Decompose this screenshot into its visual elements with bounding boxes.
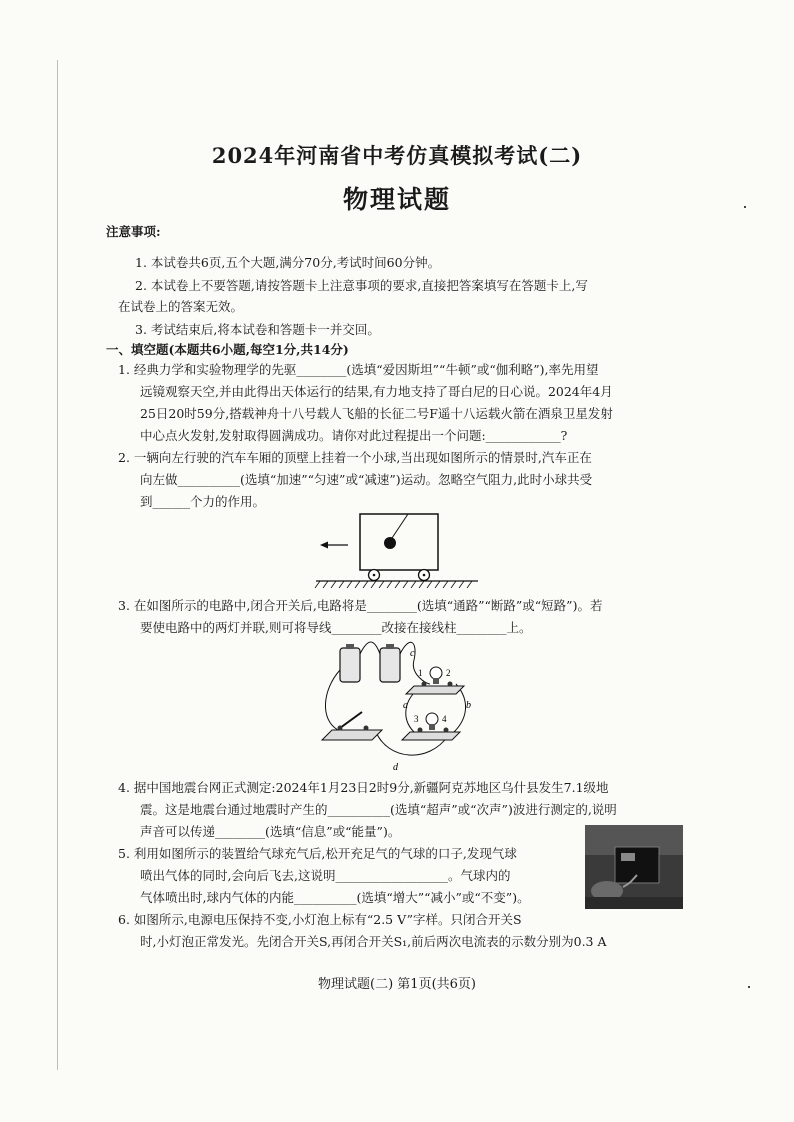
label-b: b (466, 700, 471, 711)
battery (380, 648, 400, 682)
cart-body (360, 514, 438, 570)
switch-lever (340, 712, 362, 728)
question-line: 25日20时59分,搭载神舟十八号载人飞船的长征二号F遥十八运载火箭在酒泉卫星发射 (140, 406, 613, 421)
lamp (430, 667, 442, 679)
hanging-string (392, 514, 408, 538)
device (615, 847, 659, 883)
question-line: 要使电路中的两灯并联,则可将导线________改接在接线柱________上。 (140, 620, 532, 635)
question-line: 震。这是地震台通过地震时产生的__________(选填“超声”或“次声”)波进行测定的,说明 (140, 802, 617, 817)
question-line: 5. 利用如图所示的装置给气球充气后,松开充足气的气球的口子,发现气球 (118, 846, 517, 861)
question-line: 中心点火发射,发射取得圆满成功。请你对此过程提出一个问题:____________? (140, 428, 568, 443)
wire-c (400, 642, 430, 684)
question-line: 4. 据中国地震台网正式测定:2024年1月23日2时9分,新疆阿克苏地区乌什县发生7.1级地 (118, 780, 609, 795)
notice-item: 3. 考试结束后,将本试卷和答题卡一并交回。 (135, 322, 380, 337)
ground-hatch (315, 581, 472, 588)
circuit-figure (318, 640, 478, 772)
label-c: c (410, 648, 415, 659)
label-a: a (403, 700, 408, 711)
terminal-label: 1 (418, 668, 423, 678)
wire (325, 670, 340, 730)
question-line: 气体喷出时,球内气体的内能__________(选填“增大”“减小”或“不变”)。 (140, 890, 530, 905)
notice-item: 1. 本试卷共6页,五个大题,满分70分,考试时间60分钟。 (135, 255, 441, 270)
terminal (444, 728, 449, 733)
question-line: 6. 如图所示,电源电压保持不变,小灯泡上标有“2.5 V”字样。只闭合开关S (118, 912, 522, 927)
exam-title: 2024年河南省中考仿真模拟考试(二) (211, 143, 583, 168)
notice-heading: 注意事项: (106, 224, 161, 239)
wire (360, 642, 380, 654)
direction-arrow-head (320, 542, 328, 549)
lamp-board (406, 686, 464, 694)
question-line: 3. 在如图所示的电路中,闭合开关后,电路将是________(选填“通路”“断路”或“短路”)。若 (118, 598, 603, 613)
terminal-label: 4 (442, 714, 447, 724)
battery (340, 648, 360, 682)
question-line: 1. 经典力学和实验物理学的先驱________(选填“爱因斯坦”“牛顿”或“伽利略”),率先用望 (118, 362, 599, 377)
exam-subtitle: 物理试题 (342, 185, 451, 214)
question-line: 声音可以传递________(选填“信息”或“能量”)。 (140, 824, 401, 839)
cart-figure (310, 508, 485, 594)
notice-item: 在试卷上的答案无效。 (118, 299, 244, 314)
question-line: 2. 一辆向左行驶的汽车车厢的顶壁上挂着一个小球,当出现如图所示的情景时,汽车正在 (118, 450, 592, 465)
lamp (426, 713, 438, 725)
lamp-board (402, 732, 460, 740)
label-d: d (393, 762, 398, 772)
switch-board (322, 730, 382, 740)
terminal-label: 2 (446, 668, 451, 678)
terminal (418, 728, 423, 733)
terminal (448, 682, 453, 687)
page-footer: 物理试题(二) 第1页(共6页) (318, 977, 476, 992)
question-line: 远镜观察天空,并由此得出天体运行的结果,有力地支持了哥白尼的日心说。2024年4月 (140, 384, 613, 399)
balloon-device-photo (585, 825, 683, 909)
section-heading: 一、填空题(本题共6小题,每空1分,共14分) (106, 342, 349, 357)
terminal (422, 682, 427, 687)
question-line: 时,小灯泡正常发光。先闭合开关S,再闭合开关S₁,前后两次电流表的示数分别为0.3 A (140, 934, 607, 949)
question-line: 到______个力的作用。 (140, 494, 266, 509)
question-line: 喷出气体的同时,会向后飞去,这说明__________________。气球内的 (140, 868, 511, 883)
notice-item: 2. 本试卷上不要答题,请按答题卡上注意事项的要求,直接把答案填写在答题卡上,写 (135, 278, 588, 293)
hanging-ball (384, 537, 396, 549)
question-line: 向左做__________(选填“加速”“匀速”或“减速”)运动。忽略空气阻力,此时小球共受 (140, 472, 593, 487)
terminal-label: 3 (414, 714, 419, 724)
